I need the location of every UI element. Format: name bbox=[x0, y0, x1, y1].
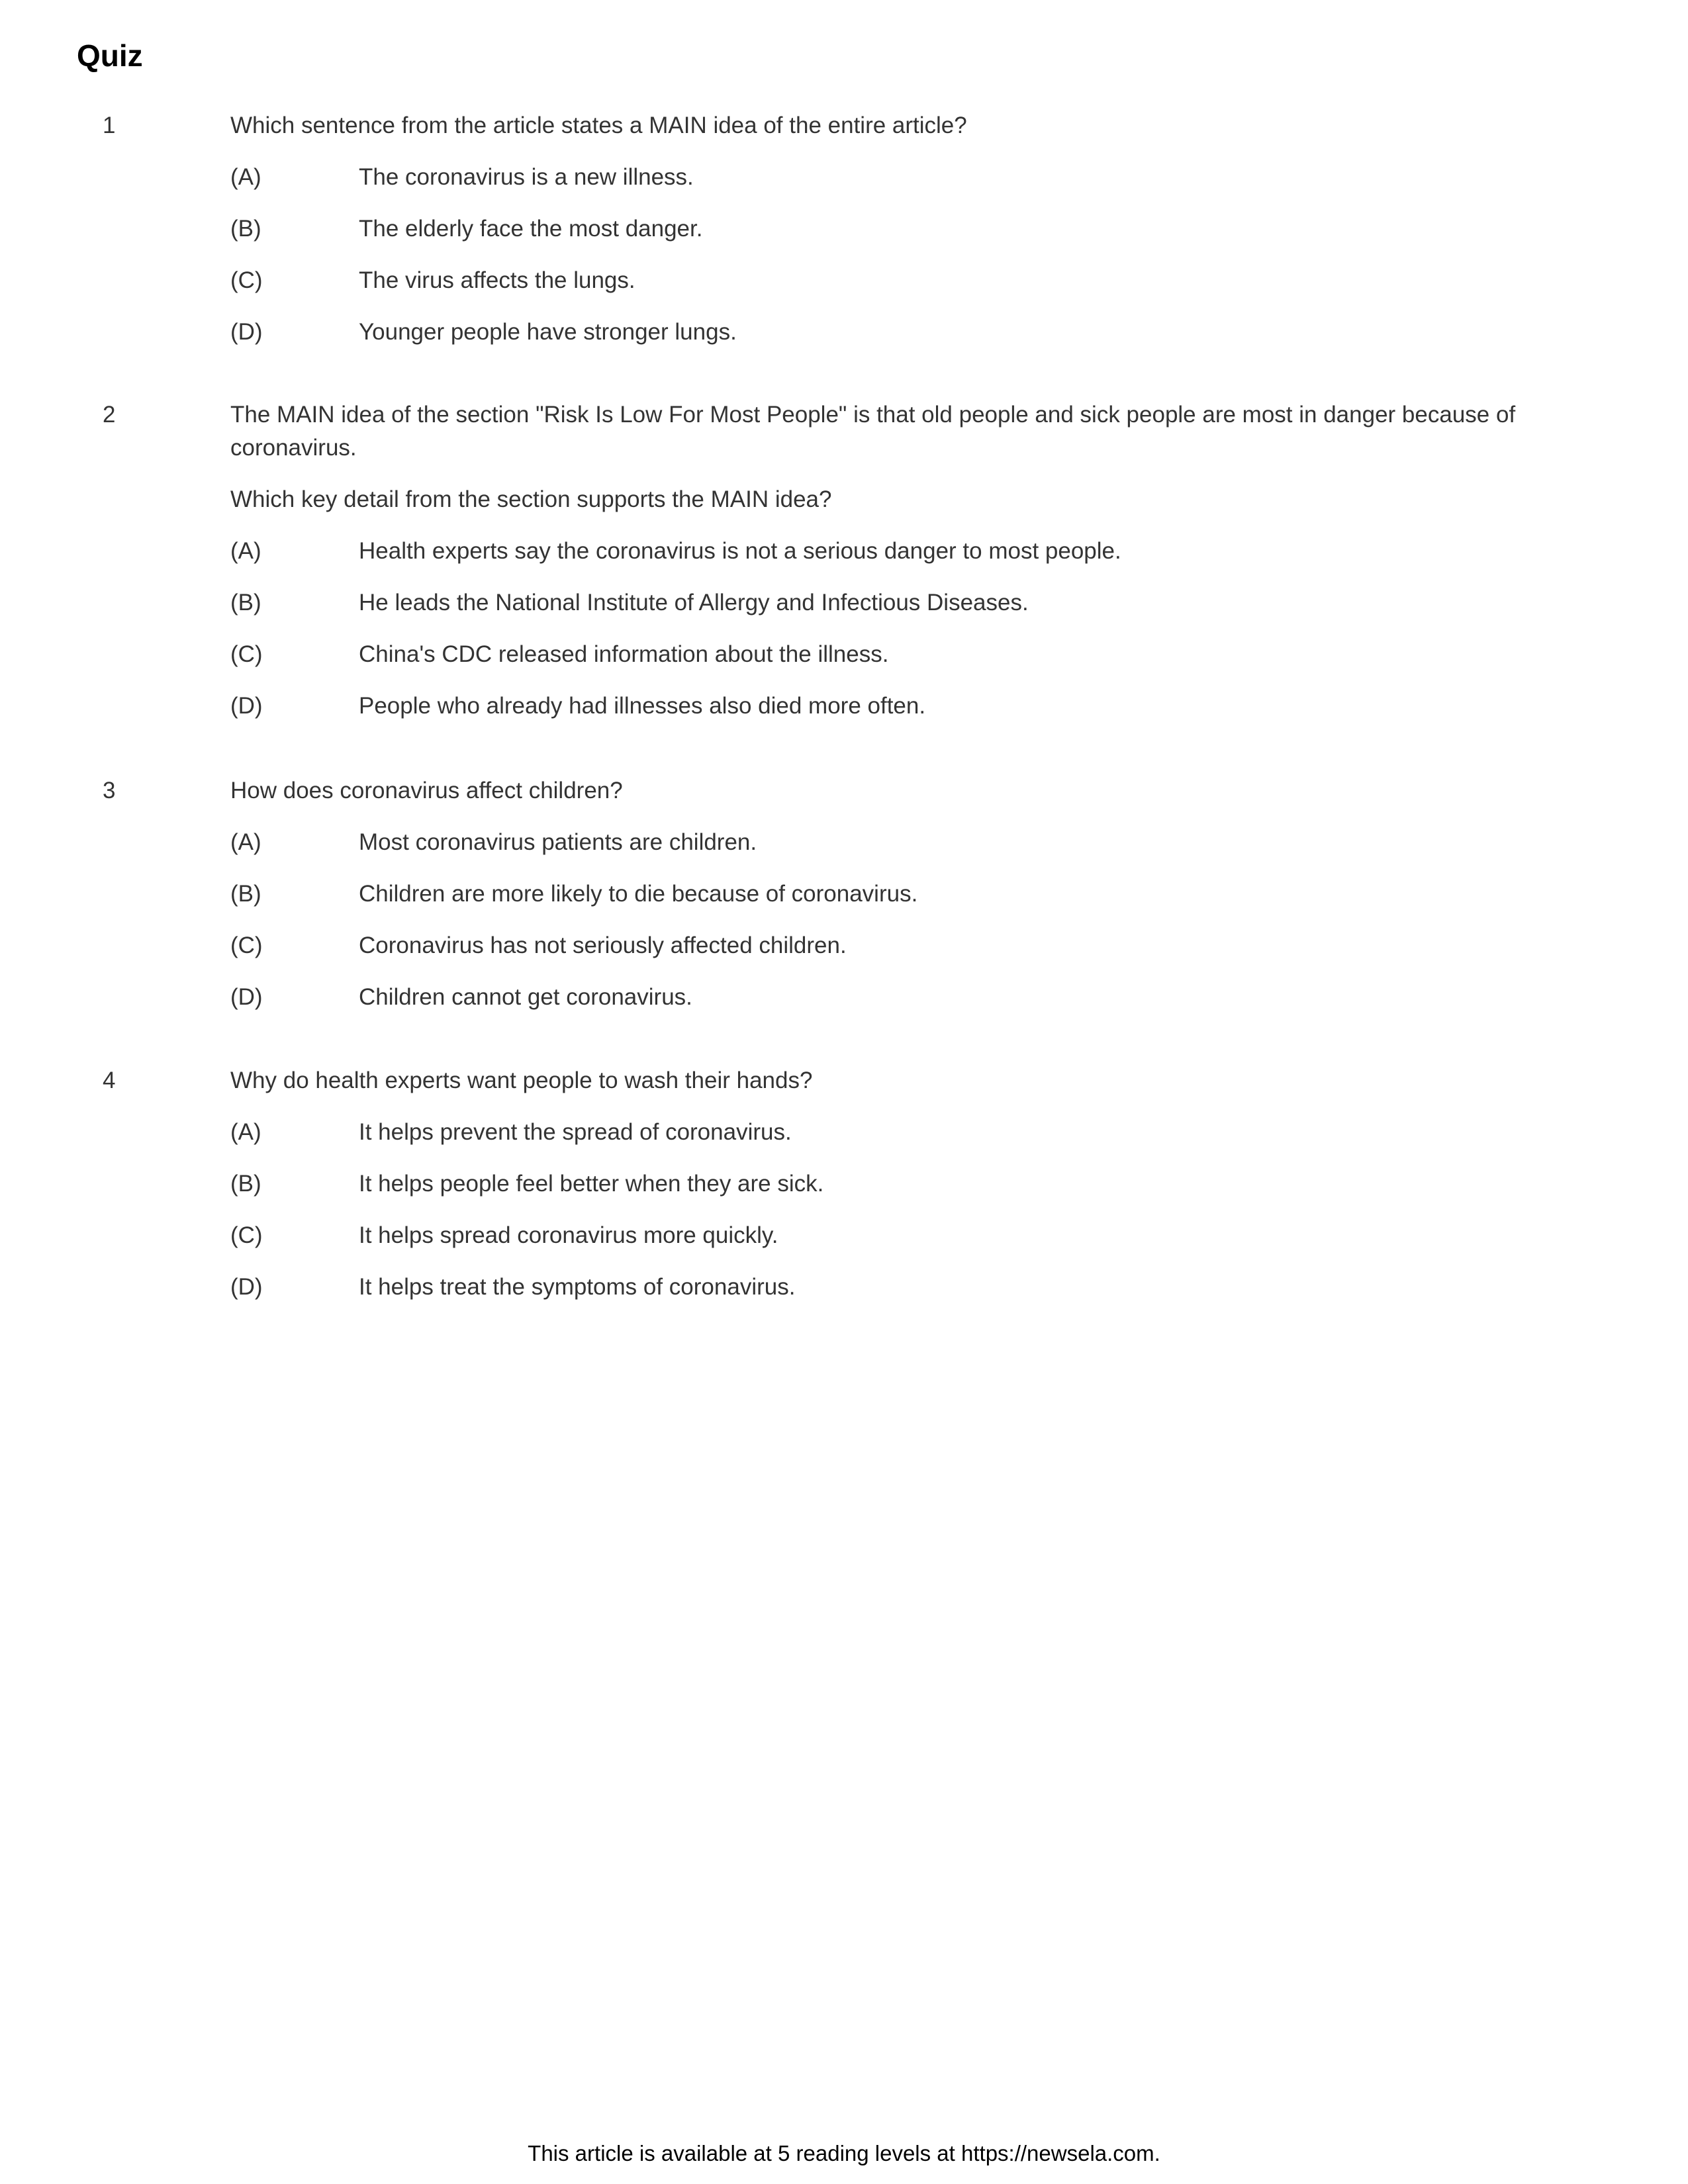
answer-choice-b[interactable] bbox=[230, 878, 1568, 911]
answer-choice-a[interactable] bbox=[230, 535, 1568, 568]
choice-letter: (C) bbox=[230, 641, 263, 667]
choice-letter: (B) bbox=[230, 216, 261, 242]
choice-letter: (A) bbox=[230, 1119, 261, 1145]
answer-choice-c[interactable] bbox=[230, 1219, 1568, 1252]
choice-text: Coronavirus has not seriously affected children. bbox=[359, 933, 847, 958]
choice-text: Children are more likely to die because of coronavirus. bbox=[359, 881, 918, 907]
answer-choice-c[interactable] bbox=[230, 929, 1568, 962]
question-prompt: The MAIN idea of the section "Risk Is Low For Most People" is that old people and sick people are most in danger because of coronavirus. bbox=[230, 402, 1516, 461]
question-body bbox=[230, 1064, 1568, 1322]
choice-text: People who already had illnesses also died more often. bbox=[359, 693, 926, 719]
question-prompt: Which sentence from the article states a MAIN idea of the entire article? bbox=[230, 113, 967, 138]
answer-choice-d[interactable] bbox=[230, 1271, 1568, 1304]
question-number: 2 bbox=[103, 402, 116, 428]
choice-letter: (B) bbox=[230, 881, 261, 907]
question-number: 4 bbox=[103, 1068, 116, 1093]
answer-choice-b[interactable] bbox=[230, 212, 1568, 246]
answer-choice-d[interactable] bbox=[230, 690, 1568, 723]
choice-letter: (D) bbox=[230, 1274, 263, 1300]
choice-text: It helps prevent the spread of coronavirus. bbox=[359, 1119, 792, 1145]
choice-text: The coronavirus is a new illness. bbox=[359, 164, 694, 190]
answer-choice-b[interactable] bbox=[230, 1167, 1568, 1201]
question-body bbox=[230, 109, 1568, 367]
answer-choice-d[interactable] bbox=[230, 316, 1568, 349]
choice-text: The elderly face the most danger. bbox=[359, 216, 703, 242]
choice-letter: (C) bbox=[230, 267, 263, 293]
choice-letter: (B) bbox=[230, 590, 261, 615]
footer-note: This article is available at 5 reading levels at https://newsela.com. bbox=[528, 2141, 1160, 2165]
answer-choice-d[interactable] bbox=[230, 981, 1568, 1014]
answer-choice-a[interactable] bbox=[230, 1116, 1568, 1149]
choice-letter: (A) bbox=[230, 829, 261, 855]
choice-text: Younger people have stronger lungs. bbox=[359, 319, 737, 345]
choice-letter: (C) bbox=[230, 1222, 263, 1248]
choice-letter: (D) bbox=[230, 984, 263, 1010]
answer-choice-c[interactable] bbox=[230, 638, 1568, 671]
choice-letter: (A) bbox=[230, 164, 261, 190]
answer-choice-a[interactable] bbox=[230, 826, 1568, 859]
page-title: Quiz bbox=[77, 38, 143, 73]
choice-text: It helps spread coronavirus more quickly. bbox=[359, 1222, 778, 1248]
choice-letter: (D) bbox=[230, 319, 263, 345]
choice-text: China's CDC released information about the illness. bbox=[359, 641, 889, 667]
choice-letter: (B) bbox=[230, 1171, 261, 1197]
choice-letter: (D) bbox=[230, 693, 263, 719]
choice-letter: (A) bbox=[230, 538, 261, 564]
choice-text: Children cannot get coronavirus. bbox=[359, 984, 692, 1010]
choice-text: It helps people feel better when they are sick. bbox=[359, 1171, 824, 1197]
answer-choice-b[interactable] bbox=[230, 586, 1568, 619]
question-body bbox=[230, 774, 1568, 1032]
question-prompt: Why do health experts want people to wash their hands? bbox=[230, 1068, 813, 1093]
answer-choice-a[interactable] bbox=[230, 161, 1568, 194]
choice-text: Health experts say the coronavirus is not a serious danger to most people. bbox=[359, 538, 1121, 564]
answer-choice-c[interactable] bbox=[230, 264, 1568, 297]
question-subprompt: Which key detail from the section supports the MAIN idea? bbox=[230, 486, 832, 512]
question-prompt: How does coronavirus affect children? bbox=[230, 778, 623, 803]
question-number: 3 bbox=[103, 778, 116, 803]
choice-letter: (C) bbox=[230, 933, 263, 958]
choice-text: He leads the National Institute of Allergy and Infectious Diseases. bbox=[359, 590, 1029, 615]
question-number: 1 bbox=[103, 113, 116, 138]
choice-text: Most coronavirus patients are children. bbox=[359, 829, 757, 855]
choice-text: The virus affects the lungs. bbox=[359, 267, 635, 293]
question-body bbox=[230, 398, 1568, 741]
choice-text: It helps treat the symptoms of coronavirus. bbox=[359, 1274, 796, 1300]
